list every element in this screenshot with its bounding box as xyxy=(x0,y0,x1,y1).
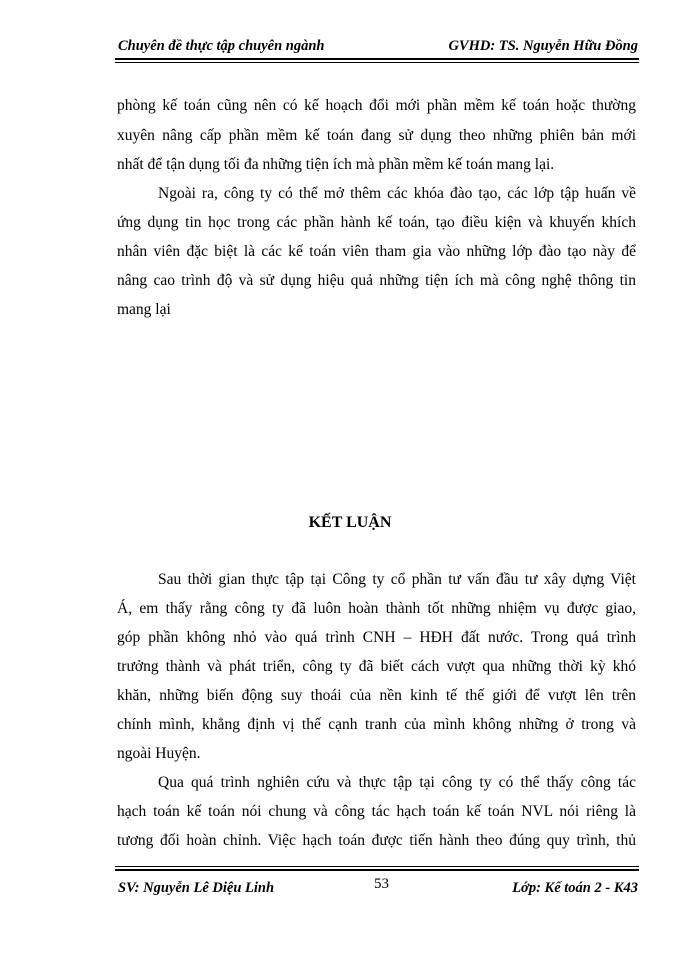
paragraph-1-line: xuyên nâng cấp phần mềm kế toán đang sử dụng theo những phiên bản mới xyxy=(117,127,636,144)
paragraph-4-line: tương đối hoàn chỉnh. Việc hạch toán được tiến hành theo đúng quy trình, thủ xyxy=(117,832,636,849)
page-number: 53 xyxy=(374,876,389,892)
paragraph-2-line: mang lại xyxy=(117,301,171,318)
paragraph-3-line: ngoài Huyện. xyxy=(117,745,201,762)
paragraph-3-line: Á, em thấy rằng công ty đã luôn hoàn thành tốt những nhiệm vụ được giao, xyxy=(117,600,636,617)
footer-rule-thick xyxy=(115,869,639,871)
paragraph-3-line: chính mình, khẳng định vị thế cạnh tranh của mình không những ở trong và xyxy=(117,716,636,733)
paragraph-2-line: nhân viên đặc biệt là các kế toán viên tham gia vào những lớp đào tạo này để xyxy=(117,243,636,260)
paragraph-4-line: hạch toán kế toán nói chung và công tác hạch toán kế toán NVL nói riêng là xyxy=(117,803,636,820)
header-rule-thick xyxy=(115,58,639,60)
paragraph-1-line: phòng kế toán cũng nên có kế hoạch đổi mới phần mềm kế toán hoặc thường xyxy=(117,97,636,114)
paragraph-4-line: Qua quá trình nghiên cứu và thực tập tại công ty có thể thấy công tác xyxy=(158,774,636,791)
paragraph-2-line: nâng cao trình độ và sử dụng hiệu quả những tiện ích mà công nghệ thông tin xyxy=(117,272,636,289)
footer-student-name: SV: Nguyễn Lê Diệu Linh xyxy=(118,880,275,896)
conclusion-heading: KẾT LUẬN xyxy=(308,514,392,531)
header-rule-thin xyxy=(115,62,639,63)
header-supervisor: GVHD: TS. Nguyễn Hữu Đồng xyxy=(448,38,638,54)
footer-rule-thin xyxy=(115,866,639,867)
paragraph-2-line: ứng dụng tin học trong các phần hành kế toán, tạo điều kiện và khuyến khích xyxy=(117,214,636,231)
paragraph-3-line: góp phần không nhỏ vào quá trình CNH – HĐH đất nước. Trong quá trình xyxy=(117,629,636,646)
paragraph-3-line: trưởng thành và phát triển, công ty đã biết cách vượt qua những thời kỳ khó xyxy=(117,658,636,675)
footer-class: Lớp: Kế toán 2 - K43 xyxy=(512,880,638,896)
header-document-title: Chuyên đề thực tập chuyên ngành xyxy=(118,38,325,54)
paragraph-2-line: Ngoài ra, công ty có thể mở thêm các khóa đào tạo, các lớp tập huấn về xyxy=(158,185,636,202)
paragraph-3-line: Sau thời gian thực tập tại Công ty cổ phần tư vấn đầu tư xây dựng Việt xyxy=(158,571,636,588)
paragraph-3-line: khăn, những biến động suy thoái của nền kinh tế thế giới để vượt lên trên xyxy=(117,687,636,704)
paragraph-1-line: nhất để tận dụng tối đa những tiện ích mà phần mềm kế toán mang lại. xyxy=(117,156,555,173)
